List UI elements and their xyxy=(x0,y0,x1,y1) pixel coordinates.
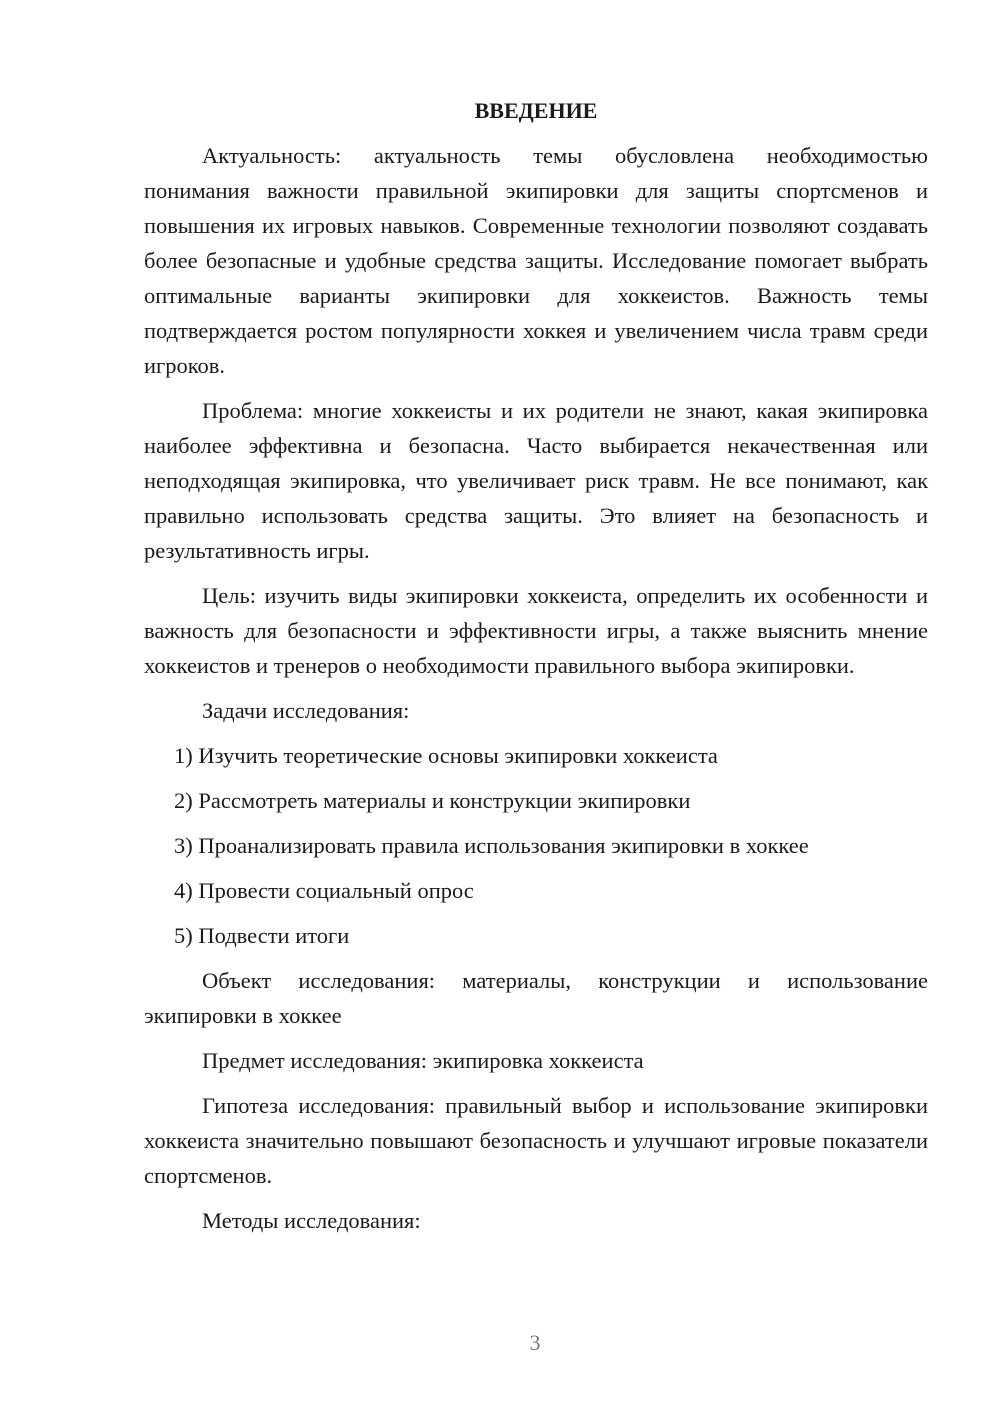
paragraph-problem: Проблема: многие хоккеисты и их родители не знают, какая экипировка наиболее эффективна и безопасна. Часто выбирается некачественная или неподходящая экипировка, что увеличивает риск травм. Не все понимают, как правильно использовать средства защиты. Это влияет на безопасность и результативность игры. xyxy=(144,398,928,563)
paragraph-subject: Предмет исследования: экипировка хоккеиста xyxy=(202,1048,644,1073)
page-content xyxy=(144,93,928,1248)
paragraph-hypothesis: Гипотеза исследования: правильный выбор и использование экипировки хоккеиста значительно повышают безопасность и улучшают игровые показатели спортсменов. xyxy=(144,1093,928,1188)
paragraph-object: Объект исследования: материалы, конструкции и использование экипировки в хоккее xyxy=(144,968,928,1028)
section-title: ВВЕДЕНИЕ xyxy=(474,98,598,123)
paragraph-goal: Цель: изучить виды экипировки хоккеиста, определить их особенности и важность для безопасности и эффективности игры, а также выяснить мнение хоккеистов и тренеров о необходимости правильного выбора экипировки. xyxy=(144,583,928,678)
page-number: 3 xyxy=(529,1330,541,1355)
list-item: 2) Рассмотреть материалы и конструкции экипировки xyxy=(174,788,691,813)
list-item: 1) Изучить теоретические основы экипировки хоккеиста xyxy=(174,743,718,768)
paragraph-relevance: Актуальность: актуальность темы обусловлена необходимостью понимания важности правильной экипировки для защиты спортсменов и повышения их игровых навыков. Современные технологии позволяют создавать более безопасные и удобные средства защиты. Исследование помогает выбрать оптимальные варианты экипировки для хоккеистов. Важность темы подтверждается ростом популярности хоккея и увеличением числа травм среди игроков. xyxy=(144,143,928,378)
list-item: 3) Проанализировать правила использования экипировки в хоккее xyxy=(174,833,809,858)
list-item: 5) Подвести итоги xyxy=(174,923,350,948)
list-item: 4) Провести социальный опрос xyxy=(174,878,474,903)
paragraph-methods-heading: Методы исследования: xyxy=(202,1208,421,1233)
tasks-list xyxy=(144,738,928,953)
paragraph-tasks-heading: Задачи исследования: xyxy=(202,698,410,723)
